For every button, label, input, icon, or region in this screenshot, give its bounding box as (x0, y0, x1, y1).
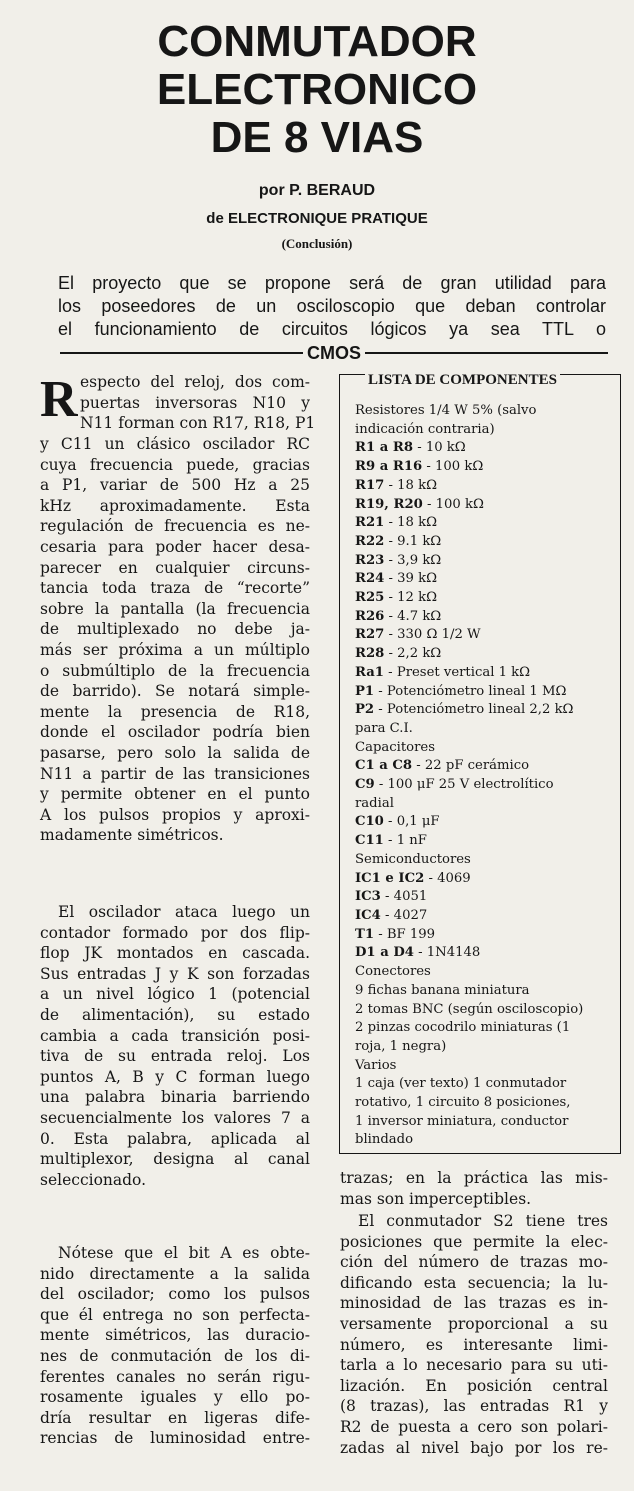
text-line: madamente simétricos. (40, 826, 224, 845)
text-line: número, es interesante limi- (340, 1335, 608, 1354)
component-ref: C1 a C8 (355, 758, 413, 774)
lead-line: CMOS (307, 342, 361, 363)
component-item (355, 739, 615, 758)
component-desc: - 18 kΩ (384, 477, 438, 493)
component-ref: P2 (355, 702, 375, 718)
component-desc: radial (355, 795, 394, 811)
component-ref: R1 a R8 (355, 440, 413, 456)
component-item (355, 982, 615, 1001)
component-ref: R17 (355, 477, 385, 493)
status-line: (Conclusión) (281, 236, 353, 251)
text-line: cuya frecuencia puede, gracias (40, 455, 310, 474)
col1-p1-rest (40, 434, 310, 846)
text-line: de alimentación), su estado (40, 1005, 310, 1024)
text-line: tiva de su entrada reloj. Los (40, 1047, 310, 1066)
component-item (355, 608, 615, 627)
text-line: rosamente iguales y ello po- (40, 1388, 310, 1407)
component-ref: R26 (355, 608, 385, 624)
component-desc: Conectores (355, 964, 431, 980)
text-line: trazas; en la práctica las mis- (340, 1169, 608, 1187)
text-line: posiciones que permite la elec- (340, 1232, 608, 1251)
component-item (355, 1094, 615, 1113)
text-line: ción del número de trazas mo- (340, 1253, 608, 1272)
component-item (355, 458, 615, 477)
component-desc: - 100 kΩ (422, 459, 484, 475)
text-line: más ser próxima a un múltiplo (40, 640, 310, 659)
publisher-line: de ELECTRONIQUE PRATIQUE (206, 210, 428, 227)
component-item (355, 907, 615, 926)
component-item (355, 870, 615, 889)
text-line: kHz aproximadamente. Esta (40, 496, 310, 515)
component-item (355, 720, 615, 739)
text-line: rencias de luminosidad entre- (40, 1429, 310, 1448)
component-item (355, 1075, 615, 1094)
component-desc: 2 pinzas cocodrilo miniaturas (1 (355, 1020, 571, 1036)
text-line: Sus entradas J y K son forzadas (40, 964, 310, 983)
component-desc: - 100 kΩ (422, 496, 484, 512)
component-desc: - 4051 (380, 889, 428, 905)
text-line: multiplexor, designa al canal (40, 1150, 310, 1169)
component-item (355, 570, 615, 589)
component-item (355, 1113, 615, 1132)
component-item (355, 645, 615, 664)
component-desc: - 2,2 kΩ (384, 646, 442, 662)
component-item (355, 757, 615, 776)
text-line: (8 trazas), las entradas R1 y (340, 1397, 608, 1416)
text-line: mente simétricos, las duracio- (40, 1326, 310, 1345)
text-line: una palabra binaria barriendo (40, 1088, 310, 1107)
component-ref: IC1 e IC2 (355, 870, 425, 886)
component-item (355, 776, 615, 795)
component-ref: T1 (355, 926, 374, 942)
text-line: zadas al nivel bajo por los re- (340, 1438, 608, 1457)
component-desc: Resistores 1/4 W 5% (salvo (355, 403, 537, 418)
text-line: dría resultar en ligeras dife- (40, 1408, 310, 1427)
component-desc: - 4.7 kΩ (384, 608, 442, 624)
text-line: contador formado por dos flip- (40, 923, 310, 942)
component-item (355, 888, 615, 907)
component-desc: Capacitores (355, 739, 435, 755)
component-ref: R9 a R16 (355, 459, 423, 475)
text-line: de multiplexado no debe ja- (40, 620, 310, 639)
component-ref: D1 a D4 (355, 945, 414, 961)
component-desc: - BF 199 (374, 926, 436, 942)
text-line: cesaria para poder hacer desa- (40, 537, 310, 556)
lead-line: El proyecto que se propone será de gran utilidad para (58, 273, 606, 293)
component-desc: - 0,1 μF (383, 814, 440, 830)
text-line: nido directamente a la salida (40, 1264, 310, 1283)
components-list (355, 402, 615, 1150)
text-line: N11 forman con R17, R18, P1 (80, 414, 316, 433)
component-desc: - 1 nF (383, 833, 427, 849)
lead-line: los poseedores de un osciloscopio que deban controlar (58, 296, 606, 316)
component-ref: P1 (355, 683, 375, 699)
article-title (0, 18, 634, 162)
component-desc: - 12 kΩ (384, 590, 438, 606)
text-line: del oscilador; como los pulsos (40, 1285, 310, 1304)
text-line: pasarse, pero solo la salida de (40, 743, 310, 762)
component-item (355, 1057, 615, 1076)
text-line: ferentes canales no serán rigu- (40, 1367, 310, 1386)
component-item (355, 1001, 615, 1020)
component-desc: - 4027 (380, 907, 428, 923)
component-desc: - Preset vertical 1 kΩ (383, 664, 531, 680)
component-item (355, 664, 615, 683)
component-item (355, 813, 615, 832)
component-item (355, 552, 615, 571)
col1-p1-first (80, 372, 316, 434)
component-desc: - 100 μF 25 V electrolítico (374, 777, 554, 793)
text-line: o submúltiplo de la frecuencia (40, 661, 310, 680)
component-ref: C11 (355, 833, 384, 849)
component-item (355, 439, 615, 458)
component-desc: blindado (355, 1132, 414, 1148)
component-item (355, 402, 615, 421)
component-desc: - 330 Ω 1/2 W (384, 627, 481, 643)
text-line: seleccionado. (40, 1170, 147, 1189)
component-desc: - Potenciómetro lineal 2,2 kΩ (374, 702, 574, 718)
col1-p2 (40, 902, 310, 1190)
component-desc: roja, 1 negra) (355, 1038, 447, 1054)
component-item (355, 477, 615, 496)
text-line: mas son imperceptibles. (340, 1189, 532, 1208)
text-line: dificando esta secuencia; la lu- (340, 1273, 608, 1292)
component-item (355, 851, 615, 870)
component-ref: R28 (355, 646, 385, 662)
text-line: donde el oscilador podría bien (40, 723, 310, 742)
title-line: CONMUTADOR (157, 17, 477, 66)
text-line: parecer en cualquier circuns- (40, 558, 310, 577)
component-desc: - 4069 (424, 870, 471, 886)
component-ref: C9 (355, 777, 375, 793)
text-line: tancia toda traza de “recorte” (40, 579, 310, 598)
text-line: a un nivel lógico 1 (potencial (40, 985, 310, 1004)
text-line: R2 de puesta a cero son polari- (340, 1417, 608, 1436)
component-desc: 1 caja (ver texto) 1 conmutador (355, 1076, 567, 1092)
component-item (355, 1038, 615, 1057)
title-line: DE 8 VIAS (210, 113, 424, 162)
component-ref: IC4 (355, 907, 381, 923)
text-line: cambia a cada transición posi- (40, 1026, 310, 1045)
text-line: tarla a lo necesario para su uti- (340, 1356, 608, 1375)
text-line: A los pulsos propios y aproxi- (40, 805, 310, 824)
text-line: mente la presencia de R18, (40, 702, 310, 721)
component-ref: IC3 (355, 889, 381, 905)
text-line: El conmutador S2 tiene tres (358, 1212, 608, 1230)
component-desc: - 39 kΩ (384, 571, 438, 587)
component-ref: R24 (355, 571, 385, 587)
col1-p3 (40, 1243, 310, 1449)
col2-p2 (340, 1211, 608, 1458)
component-desc: 1 inversor miniatura, conductor (355, 1113, 569, 1129)
text-line: puertas inversoras N10 y (80, 393, 310, 412)
text-line: sobre la pantalla (la frecuencia (40, 599, 310, 618)
component-desc: 9 fichas banana miniatura (355, 982, 530, 998)
component-ref: R23 (355, 552, 385, 568)
component-desc: rotativo, 1 circuito 8 posiciones, (355, 1095, 571, 1111)
text-line: y permite obtener en el punto (40, 785, 310, 804)
component-desc: Varios (355, 1057, 397, 1073)
component-desc: - 18 kΩ (384, 515, 438, 531)
component-item (355, 963, 615, 982)
component-item (355, 514, 615, 533)
component-item (355, 421, 615, 440)
component-desc: - 3,9 kΩ (384, 552, 442, 568)
component-item (355, 795, 615, 814)
component-ref: R19, R20 (355, 496, 423, 512)
text-line: Nótese que el bit A es obte- (58, 1244, 310, 1262)
component-item (355, 1131, 615, 1150)
divider (365, 352, 608, 354)
component-desc: para C.I. (355, 720, 413, 736)
component-item (355, 683, 615, 702)
component-item (355, 1019, 615, 1038)
component-desc: - 10 kΩ (413, 440, 466, 456)
text-line: secuencialmente los valores 7 a (40, 1108, 310, 1127)
component-item (355, 832, 615, 851)
components-title: LISTA DE COMPONENTES (365, 372, 560, 389)
component-item (355, 496, 615, 515)
text-line: 0. Esta palabra, aplicada al (40, 1129, 310, 1148)
text-line: nes de conmutación de los di- (40, 1346, 310, 1365)
text-line: versamente proporcional a su (340, 1314, 608, 1333)
component-ref: C10 (355, 814, 384, 830)
text-line: y C11 un clásico oscilador RC (40, 435, 310, 453)
text-line: lización. En posición central (340, 1376, 608, 1395)
text-line: N11 a partir de las transiciones (40, 764, 310, 783)
component-ref: R25 (355, 590, 385, 606)
component-item (355, 626, 615, 645)
drop-cap: R (40, 371, 78, 428)
component-item (355, 926, 615, 945)
component-desc: Semiconductores (355, 851, 471, 867)
text-line: flop JK montados en cascada. (40, 944, 310, 963)
component-desc: - 22 pF cerámico (412, 758, 530, 774)
text-line: minosidad de las trazas es in- (340, 1294, 608, 1313)
lead-last-line (60, 341, 608, 365)
author-line: por P. BERAUD (258, 182, 376, 199)
text-line: a P1, variar de 500 Hz a 25 (40, 476, 310, 495)
component-desc: - 1N4148 (413, 945, 481, 961)
text-line: El oscilador ataca luego un (58, 903, 310, 921)
component-desc: - Potenciómetro lineal 1 MΩ (374, 683, 567, 699)
text-line: regulación de frecuencia es ne- (40, 517, 310, 536)
component-item (355, 944, 615, 963)
component-desc: 2 tomas BNC (según osciloscopio) (355, 1001, 584, 1017)
text-line: puntos A, B y C forman luego (40, 1067, 310, 1086)
component-item (355, 533, 615, 552)
component-ref: Ra1 (355, 664, 384, 680)
component-desc: - 9.1 kΩ (384, 533, 442, 549)
component-item (355, 701, 615, 720)
component-ref: R27 (355, 627, 385, 643)
col2-p1 (340, 1168, 608, 1209)
divider (60, 352, 303, 354)
component-item (355, 589, 615, 608)
text-line: de barrido). Se notará simple- (40, 682, 310, 701)
component-desc: indicación contraria) (355, 421, 495, 437)
component-ref: R21 (355, 515, 385, 531)
title-line: ELECTRONICO (156, 65, 478, 114)
text-line: especto del reloj, dos com- (80, 373, 310, 391)
text-line: que él entrega no son perfecta- (40, 1305, 310, 1324)
component-ref: R22 (355, 533, 385, 549)
lead-line: el funcionamiento de circuitos lógicos ya sea TTL o (58, 319, 606, 339)
